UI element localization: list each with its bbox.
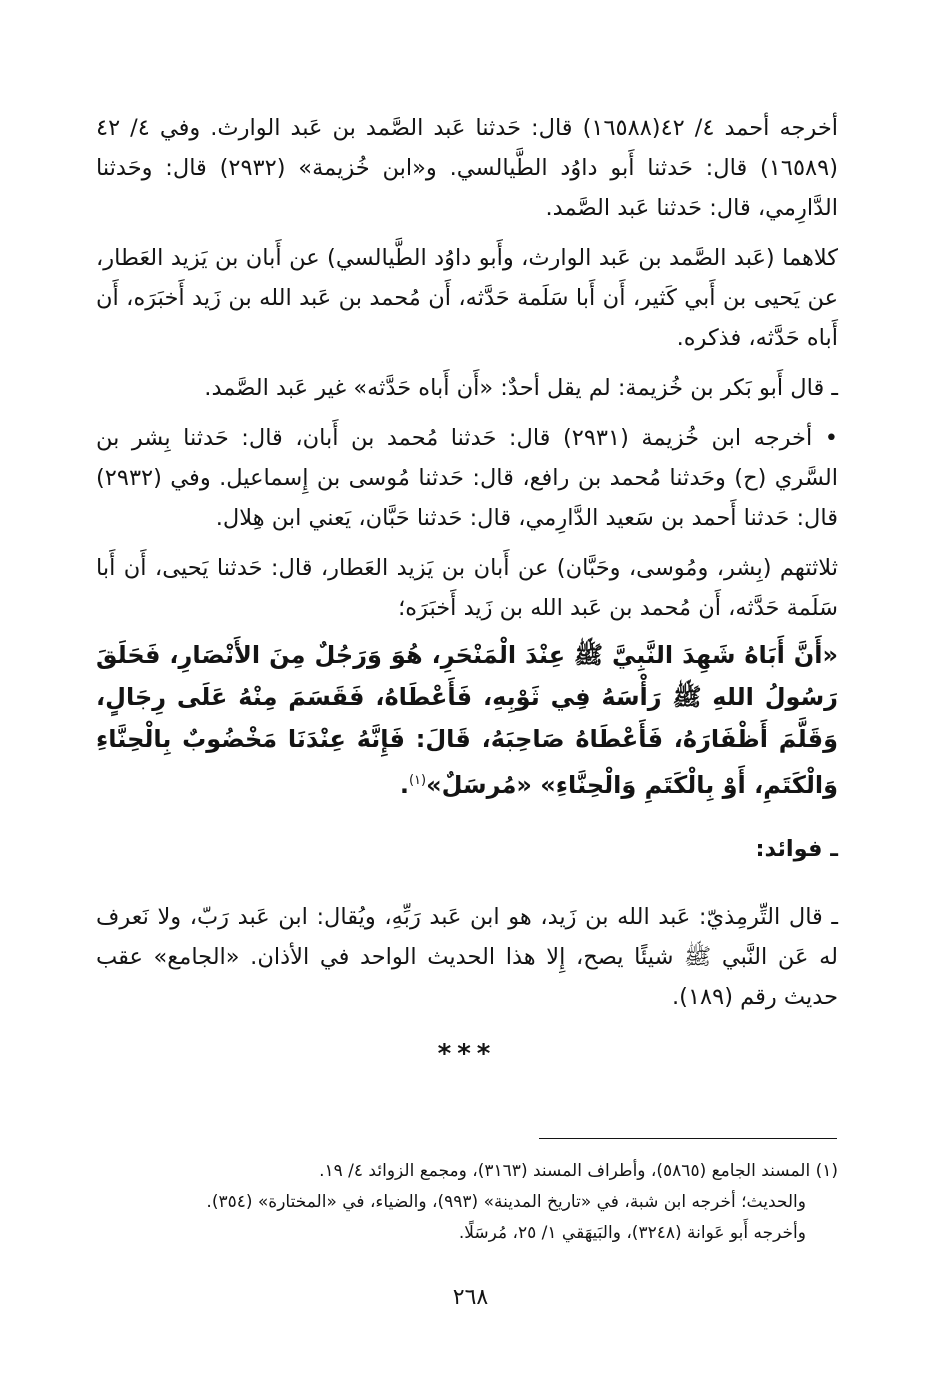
footnote-ref: (١) bbox=[408, 773, 427, 788]
section-separator: *** bbox=[437, 1039, 497, 1069]
fawaid-paragraph: ـ قال التِّرمِذيّ: عَبد الله بن زَيد، هو ابن عَبد رَبِّهِ، ويُقال: ابن عَبد رَبّ، ولا نَعرف له عَن النَّبي ﷺ شيئًا يصح، إِلا هذا الحديث الواحد في الأذان. «الجامع» عقب حديث رقم (١٨٩). bbox=[96, 904, 838, 1010]
ibn-khuzaymah-comment: ـ قال أَبو بَكر بن خُزيمة: لم يقل أحدٌ: «أَن أَباه حَدَّثه» غير عَبد الصَّمد. bbox=[204, 375, 838, 401]
footnote-1-continuation: والحديث؛ أخرجه ابن شبة، في «تاريخ المدينة» (٩٩٣)، والضياء، في «المختارة» (٣٥٤). bbox=[206, 1192, 806, 1212]
page-number: ٢٦٨ bbox=[452, 1285, 489, 1310]
fawaid-heading: ـ فوائد: bbox=[755, 835, 838, 862]
takhrij-ahmad-paragraph: أخرجه أحمد ٤/ ٤٢(١٦٥٨٨) قال: حَدثنا عَبد الصَّمد بن عَبد الوارث. وفي ٤/ ٤٢ (١٦٥٨٩) قال: حَدثنا أَبو داوُد الطَّيالسي. و«ابن خُزيمة» (٢٩٣٢) قال: وحَدثنا الدَّارِمي، قال: حَدثنا عَبد الصَّمد. bbox=[96, 115, 838, 221]
thalathatuhum-paragraph: ثلاثتهم (بِشر، ومُوسى، وحَبَّان) عن أَبان بن يَزيد العَطار، قال: حَدثنا يَحيى، أَن أَبا سَلَمة حَدَّثه، أَن مُحمد بن عَبد الله بن زَيد أَخبَرَه؛ bbox=[96, 555, 838, 621]
takhrij-ibn-khuzaymah-paragraph: • أخرجه ابن خُزيمة (٢٩٣١) قال: حَدثنا مُحمد بن أَبان، قال: حَدثنا بِشر بن السَّري (ح) وحَدثنا مُحمد بن رافع، قال: حَدثنا مُوسى بن إِسماعيل. وفي (٢٩٣٢) قال: حَدثنا أَحمد بن سَعيد الدَّارِمي، قال: حَدثنا حَبَّان، يَعني ابن هِلال. bbox=[96, 425, 838, 531]
isnad-paragraph: كلاهما (عَبد الصَّمد بن عَبد الوارث، وأَبو داوُد الطَّيالسي) عن أَبان بن يَزيد العَطار، عن يَحيى بن أَبي كَثير، أَن أَبا سَلَمة حَدَّثه، أَن مُحمد بن عَبد الله بن زَيد أَخبَرَه، أَن أَباه حَدَّثه، فذكره. bbox=[96, 245, 838, 351]
page-body bbox=[96, 108, 838, 1069]
footnote-rule bbox=[539, 1138, 837, 1139]
footnote-1-mursal: وأخرجه أَبو عَوانة (٣٢٤٨)، والبَيهَقي ١/ ٢٥، مُرسَلًا. bbox=[458, 1223, 806, 1243]
hadith-text: «أَنَّ أَبَاهُ شَهِدَ النَّبِيَّ ﷺ عِنْدَ الْمَنْحَرِ، هُوَ وَرَجُلٌ مِنَ الأَنْصَارِ، فَحَلَقَ رَسُولُ اللهِ ﷺ رَأْسَهُ فِي ثَوْبِهِ، فَأَعْطَاهُ، فَقَسَمَ مِنْهُ عَلَى رِجَالٍ، وَقَلَّمَ أَظْفَارَهُ، فَأَعْطَاهُ صَاحِبَهُ، قَالَ: فَإِنَّهُ عِنْدَنَا مَخْضُوبٌ بِالْحِنَّاءِ وَالْكَتَمِ، أَوْ بِالْكَتَمِ وَالْحِنَّاءِ» «مُرسَلٌ»$^{(١)}$. bbox=[96, 641, 838, 799]
footnote-1: (١) المسند الجامع (٥٨٦٥)، وأطراف المسند (٣١٦٣)، ومجمع الزوائد ٤/ ١٩. bbox=[319, 1161, 838, 1181]
footnotes bbox=[96, 1156, 838, 1249]
hadith-matn: «أَنَّ أَبَاهُ شَهِدَ النَّبِيَّ ﷺ عِنْدَ الْمَنْحَرِ، هُوَ وَرَجُلٌ مِنَ الأَنْصَارِ، فَحَلَقَ رَسُولُ اللهِ ﷺ رَأْسَهُ فِي ثَوْبِهِ، فَأَعْطَاهُ، فَقَسَمَ مِنْهُ عَلَى رِجَالٍ، وَقَلَّمَ أَظْفَارَهُ، فَأَعْطَاهُ صَاحِبَهُ، قَالَ: فَإِنَّهُ عِنْدَنَا مَخْضُوبٌ بِالْحِنَّاءِ وَالْكَتَمِ، أَوْ بِالْكَتَمِ وَالْحِنَّاءِ» «مُرسَلٌ» bbox=[96, 641, 838, 799]
